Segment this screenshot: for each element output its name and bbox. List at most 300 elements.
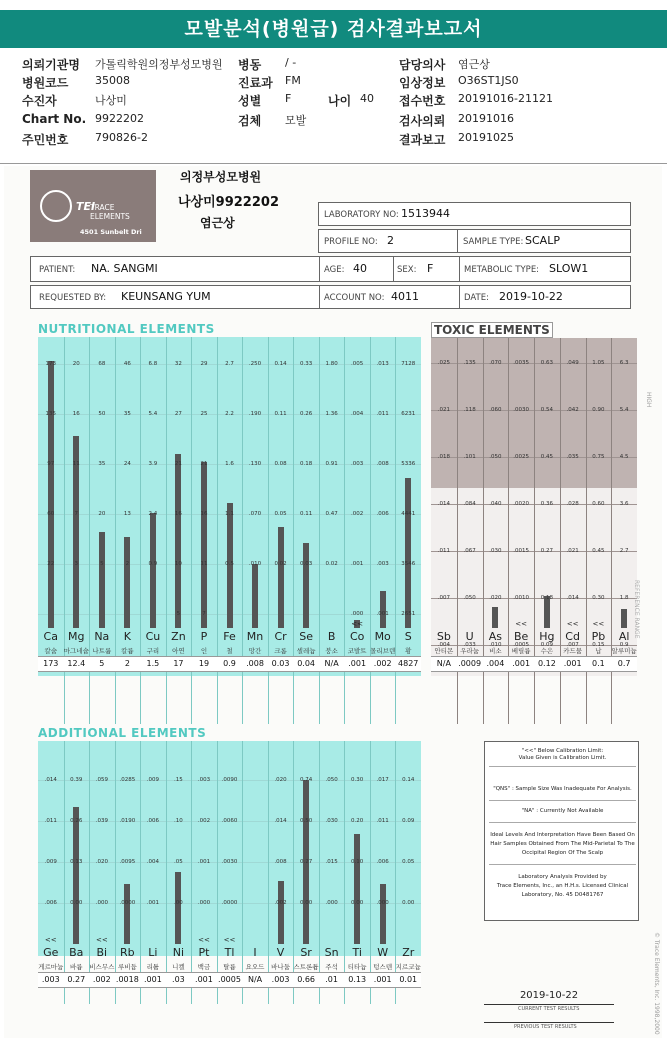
tick-label: 1.1 (225, 511, 234, 517)
tick-label: 16 (174, 511, 182, 517)
tick-label: .0060 (221, 818, 238, 824)
tick-label: .001 (376, 611, 389, 617)
element-symbol: Ni (172, 946, 185, 959)
result-value: 0.66 (297, 975, 315, 984)
result-value: .0009 (458, 659, 482, 668)
tick-label: 3.9 (148, 461, 158, 467)
result-value: .001 (563, 659, 582, 668)
info-label: 수진자 (22, 94, 57, 108)
result-value: .001 (348, 659, 367, 668)
bar-al (621, 609, 627, 628)
result-value: .001 (373, 975, 392, 984)
bar-w (380, 884, 386, 944)
tick-label: .030 (325, 818, 338, 824)
tick-label: 0.14 (402, 777, 415, 783)
requested-box (30, 285, 631, 309)
bar-ti (354, 834, 360, 944)
tick-label: 0.91 (325, 461, 338, 467)
tick-label: .067 (463, 548, 476, 554)
element-symbol: P (200, 630, 208, 643)
element-name: 크롬 (274, 647, 287, 655)
result-value: 173 (43, 659, 59, 668)
bar-rb (124, 884, 130, 944)
tick-label: 0.50 (299, 818, 313, 824)
tick-label: .035 (566, 454, 579, 460)
element-name: 바륨 (70, 963, 83, 971)
element-name: 비소 (489, 647, 502, 655)
tick-label: 0.54 (540, 407, 553, 413)
tick-label: .004 (351, 411, 364, 417)
tick-label: 0.10 (351, 859, 364, 865)
tick-label: .0035 (513, 360, 529, 366)
element-symbol: Hg (539, 630, 555, 643)
tick-label: .0090 (221, 777, 238, 783)
tick-label: .025 (437, 360, 450, 366)
bar-p (201, 462, 207, 628)
element-symbol: Cd (565, 630, 580, 643)
element-symbol: Fe (223, 630, 236, 643)
bar-mo (380, 591, 386, 628)
info-value: 9922202 (95, 112, 144, 125)
element-symbol: Cr (274, 630, 287, 643)
bar-v (278, 881, 284, 944)
element-name: 코발트 (347, 647, 367, 655)
element-symbol: Zn (171, 630, 186, 643)
element-name: 카드뮴 (563, 647, 583, 655)
tick-label: .003 (376, 561, 389, 567)
tick-label: .0020 (513, 501, 529, 507)
tick-label: 68 (98, 361, 106, 367)
tick-label: 0.02 (325, 561, 338, 567)
element-name: 셀레늄 (296, 647, 316, 655)
below-limit-marker: << (351, 620, 364, 628)
info-value: O36ST1JS0 (458, 74, 519, 87)
bar-cr (278, 527, 284, 628)
tick-label: 7128 (401, 361, 416, 367)
tick-label: .030 (489, 548, 502, 554)
element-name: 납 (595, 647, 602, 655)
tick-label: 29 (200, 361, 208, 367)
tick-label: .000 (197, 900, 211, 906)
result-value: 17 (173, 659, 184, 668)
info-value: FM (285, 74, 301, 87)
handwritten-doctor: 염근상 (200, 216, 235, 230)
tick-label: 60 (47, 511, 55, 517)
current-test-date: 2019-10-22 (519, 990, 579, 1001)
tick-label: .021 (566, 548, 579, 554)
result-value: 12.4 (67, 659, 86, 668)
info-row (0, 112, 667, 130)
info-label: 담당의사 (399, 58, 446, 72)
tick-label: 5.4 (148, 411, 158, 417)
element-name: 수은 (540, 647, 554, 655)
legend-line: Ideal Levels And Interpretation Have Been Based On (490, 832, 635, 838)
tick-label: 20 (72, 361, 80, 367)
tick-label: .020 (489, 595, 502, 601)
tick-label: 0.00 (402, 900, 415, 906)
element-name: 게르마늄 (38, 963, 64, 971)
tick-label: .013 (376, 361, 389, 367)
tick-label: .033 (463, 642, 476, 648)
tick-label: .0030 (513, 407, 529, 413)
info-value: 20191016-21121 (458, 92, 553, 105)
tick-label: .000 (325, 900, 338, 906)
element-symbol: Mn (246, 630, 264, 643)
tick-label: .003 (351, 461, 364, 467)
toxic-title: TOXIC ELEMENTS (431, 322, 553, 338)
info-value: 모발 (285, 114, 307, 127)
sample-type-value: SCALP (525, 234, 560, 247)
element-symbol: Mo (374, 630, 391, 643)
element-symbol: I (253, 946, 257, 959)
result-value: .001 (512, 659, 531, 668)
metabolic-label: METABOLIC TYPE: (464, 265, 540, 275)
bar-k (124, 537, 130, 628)
element-name: 구리 (146, 647, 160, 655)
current-test-label: CURRENT TEST RESULTS (518, 1006, 580, 1012)
element-symbol: Ti (352, 946, 362, 959)
tick-label: 0.08 (274, 461, 287, 467)
element-symbol: Ge (43, 946, 59, 959)
tick-label: 6.8 (148, 361, 158, 367)
result-value: .004 (486, 659, 505, 668)
tick-label: 0.60 (592, 501, 605, 507)
tick-label: .0000 (221, 900, 238, 906)
tick-label: .011 (44, 818, 57, 824)
tick-label: .007 (437, 595, 450, 601)
element-name: 탈륨 (223, 963, 236, 971)
result-value: N/A (436, 659, 451, 668)
tick-label: 20 (98, 511, 106, 517)
tick-label: .0010 (513, 595, 529, 601)
tick-label: 0.39 (70, 777, 83, 783)
result-value: .002 (92, 975, 111, 984)
logo-address: 4501 Sunbelt Dri (80, 228, 142, 236)
bar-ba (73, 807, 79, 944)
tick-label: 0.33 (299, 361, 313, 367)
tick-label: 24 (123, 461, 131, 467)
info-value: 35008 (95, 74, 130, 87)
tick-label: 0.18 (299, 461, 313, 467)
tick-label: 4441 (401, 511, 416, 517)
tick-label: .0095 (119, 859, 136, 865)
age-value: 40 (353, 262, 367, 275)
tick-label: .011 (376, 411, 389, 417)
result-value: .001 (195, 975, 213, 984)
tick-label: 21 (200, 461, 208, 467)
tick-label: .0015 (513, 548, 529, 554)
profile-label: PROFILE NO: (324, 237, 378, 247)
result-value: 4827 (398, 659, 419, 668)
element-name: 나트륨 (92, 647, 112, 655)
element-symbol: W (377, 946, 389, 959)
info-label: 나이 (328, 94, 352, 108)
element-symbol: Pb (591, 630, 606, 643)
tick-label: .006 (44, 900, 57, 906)
result-value: 19 (198, 659, 210, 668)
tick-label: 0.45 (592, 548, 605, 554)
tick-label: .008 (274, 859, 287, 865)
result-value: 0.7 (617, 659, 631, 668)
below-limit-marker: << (223, 936, 236, 944)
chart-panel (38, 741, 421, 956)
tick-label: .190 (248, 411, 262, 417)
info-label: 임상정보 (399, 76, 446, 90)
info-row (0, 131, 667, 149)
tick-label: .002 (274, 900, 287, 906)
result-value: .0005 (218, 975, 241, 984)
tick-label: .0190 (119, 818, 136, 824)
result-value: 0.13 (348, 975, 367, 984)
below-limit-marker: << (592, 620, 605, 628)
tick-label: .007 (566, 642, 579, 648)
patient-value: NA. SANGMI (91, 262, 158, 275)
lab-no-value: 1513944 (401, 207, 450, 220)
element-name: 망간 (248, 647, 262, 655)
sex-label: SEX: (397, 265, 417, 275)
tick-label: 5 (176, 611, 181, 617)
age-label: AGE: (324, 265, 345, 275)
tick-label: .028 (566, 501, 579, 507)
tick-label: 0.09 (540, 642, 553, 648)
previous-test-label: PREVIOUS TEST RESULTS (514, 1024, 577, 1030)
tick-label: 0.18 (540, 595, 553, 601)
tick-label: 2.4 (148, 511, 158, 517)
tick-label: 0.27 (299, 859, 313, 865)
result-value: 0.12 (537, 659, 556, 668)
tick-label: 0.9 (619, 642, 629, 648)
tick-label: .039 (95, 818, 108, 824)
tick-label: .018 (437, 454, 450, 460)
legend-box (484, 741, 639, 921)
info-label: 결과보고 (399, 133, 446, 147)
tick-label: .101 (463, 454, 476, 460)
tick-label: .130 (248, 461, 262, 467)
element-name: 붕소 (325, 647, 338, 655)
element-name: 니켈 (172, 963, 185, 971)
tick-label: 0.75 (592, 454, 605, 460)
tick-label: 11 (200, 561, 208, 567)
result-value: 2 (124, 659, 130, 668)
element-name: 요오드 (245, 963, 265, 971)
tick-label: .001 (146, 900, 160, 906)
tick-label: .004 (146, 859, 160, 865)
tick-label: .014 (566, 595, 579, 601)
tick-label: .059 (95, 777, 108, 783)
info-label: 진료과 (238, 76, 273, 90)
tick-label: 35 (98, 461, 106, 467)
element-name: 티타늄 (347, 963, 367, 971)
reference-range-label: REFERENCE RANGE (633, 580, 640, 639)
tick-label: 6.3 (619, 360, 629, 366)
info-value: F (285, 92, 292, 105)
tick-label: 1.6 (225, 461, 234, 467)
tick-label: 97 (47, 461, 55, 467)
tick-label: .003 (197, 777, 211, 783)
tick-label: .010 (248, 561, 262, 567)
bar-ni (175, 872, 181, 944)
tick-label: .020 (95, 859, 108, 865)
tick-label: 16 (72, 411, 80, 417)
element-symbol: Mg (68, 630, 85, 643)
legend-line: Occipital Region Of The Scalp (521, 850, 604, 856)
element-name: 칼륨 (121, 647, 134, 655)
bar-mn (252, 564, 258, 628)
element-name: 몰리브덴 (370, 647, 396, 655)
result-value: .0018 (115, 975, 139, 984)
tick-label: .015 (325, 859, 338, 865)
tick-label: .135 (463, 360, 476, 366)
result-value: 5 (99, 659, 105, 668)
tick-label: 13 (123, 511, 131, 517)
legend-line: Value Given is Calibration Limit. (518, 755, 607, 761)
tick-label: 1.8 (619, 595, 629, 601)
element-symbol: K (123, 630, 131, 643)
copyright-note: © Trace Elements, Inc. 1998,2000 (653, 932, 660, 1035)
tick-label: 0.05 (274, 511, 287, 517)
tick-label: 3.6 (619, 501, 629, 507)
tick-label: 0.63 (540, 360, 553, 366)
element-name: 베릴륨 (511, 647, 531, 655)
tick-label: .15 (174, 777, 183, 783)
tick-label: .050 (325, 777, 338, 783)
bar-s (405, 478, 411, 628)
tick-label: 1.05 (592, 360, 605, 366)
element-name: 마그네슘 (63, 647, 89, 655)
tick-label: .006 (146, 818, 160, 824)
element-symbol: Pt (198, 946, 210, 959)
tick-label: 35 (123, 411, 131, 417)
trace-elements-logo (30, 170, 156, 242)
element-symbol: Ca (43, 630, 58, 643)
element-name: 리튬 (146, 963, 160, 971)
logo-brand: TEI (76, 200, 96, 213)
below-limit-marker: << (44, 936, 57, 944)
element-name: 루비듐 (117, 963, 137, 971)
below-limit-marker: << (566, 620, 579, 628)
tick-label: .000 (95, 900, 108, 906)
info-label: 의뢰기관명 (22, 58, 80, 72)
tick-label: 0.45 (540, 454, 553, 460)
element-symbol: Ba (69, 946, 84, 959)
tick-label: 0.74 (299, 777, 313, 783)
tick-label: 7 (202, 611, 206, 617)
below-limit-marker: << (198, 936, 210, 944)
element-name: 알루미늄 (611, 647, 637, 655)
tick-label: 0.20 (351, 818, 364, 824)
element-name: 스트론튬 (293, 963, 319, 971)
high-label: HIGH (645, 392, 652, 408)
tick-label: 0.27 (540, 548, 553, 554)
tick-label: 0.00 (351, 900, 364, 906)
info-label: 병동 (238, 58, 262, 72)
element-name: 비스무스 (89, 963, 115, 971)
result-value: N/A (324, 659, 339, 668)
element-symbol: V (276, 946, 285, 959)
tick-label: .042 (566, 407, 579, 413)
tick-label: .004 (437, 642, 450, 648)
tick-label: .002 (351, 511, 364, 517)
element-symbol: Zr (402, 946, 415, 959)
info-value: 790826-2 (95, 131, 148, 144)
tick-label: 32 (174, 361, 182, 367)
metabolic-value: SLOW1 (549, 262, 589, 275)
element-name: 텅스텐 (373, 963, 393, 971)
patient-box (30, 256, 631, 282)
legend-line: Trace Elements, Inc., an H.H.s. Licensed Clinical (496, 883, 629, 889)
requested-value: KEUNSANG YUM (121, 290, 211, 303)
info-label: 성별 (238, 94, 262, 108)
tick-label: .009 (146, 777, 160, 783)
bar-ca (48, 361, 54, 628)
tick-label: 21 (174, 461, 182, 467)
element-name: 백금 (197, 963, 211, 971)
element-symbol: Se (299, 630, 313, 643)
handwritten-patient: 나상미9922202 (178, 195, 279, 210)
info-label: Chart No. (22, 112, 87, 126)
tick-label: 0.14 (274, 361, 287, 367)
tick-label: 2.2 (225, 411, 234, 417)
tick-label: 135 (45, 411, 57, 417)
tick-label: 7 (74, 511, 79, 517)
report-title: 모발분석(병원급) 검사결과보고서 (0, 10, 667, 48)
tick-label: 0.11 (299, 511, 313, 517)
profile-box (318, 229, 631, 253)
info-value: 40 (360, 92, 374, 105)
info-label: 검사의뢰 (399, 114, 446, 128)
tick-label: 0.00 (70, 900, 83, 906)
bar-as (492, 607, 498, 628)
info-value: / - (285, 56, 297, 69)
tick-label: 0.03 (299, 561, 313, 567)
tick-label: 0.26 (70, 818, 83, 824)
tick-label: .0000 (119, 900, 136, 906)
element-name: 인 (200, 647, 208, 655)
bar-zn (175, 454, 181, 628)
info-label: 접수번호 (399, 94, 446, 108)
tick-label: .017 (376, 777, 389, 783)
nutritional-title: NUTRITIONAL ELEMENTS (38, 322, 215, 336)
tick-label: .0030 (221, 859, 238, 865)
element-symbol: U (465, 630, 474, 643)
tick-label: .011 (437, 548, 450, 554)
tick-label: 4.5 (619, 454, 629, 460)
result-value: 0.03 (271, 659, 290, 668)
tick-label: 0.47 (325, 511, 338, 517)
tick-label: .0005 (513, 642, 529, 648)
tick-label: 16 (200, 511, 208, 517)
tick-label: 2.7 (619, 548, 629, 554)
tick-label: .050 (463, 595, 476, 601)
bar-cu (150, 513, 156, 628)
date-value: 2019-10-22 (499, 290, 563, 303)
result-value: 0.1 (592, 659, 605, 668)
tick-label: 0.09 (402, 818, 415, 824)
tick-label: 10 (174, 561, 182, 567)
tick-label: 27 (174, 411, 182, 417)
profile-value: 2 (387, 234, 394, 247)
sample-type-label: SAMPLE TYPE: (463, 237, 524, 247)
result-value: 1.5 (146, 659, 160, 668)
tick-label: 173 (45, 361, 57, 367)
tick-label: 2651 (401, 611, 416, 617)
legend-line: "<<" Below Calibration Limit: (521, 748, 604, 754)
tick-label: .05 (174, 859, 183, 865)
element-symbol: Li (148, 946, 158, 959)
element-symbol: S (404, 630, 412, 643)
tick-label: 0.36 (540, 501, 553, 507)
result-value: .002 (373, 659, 392, 668)
